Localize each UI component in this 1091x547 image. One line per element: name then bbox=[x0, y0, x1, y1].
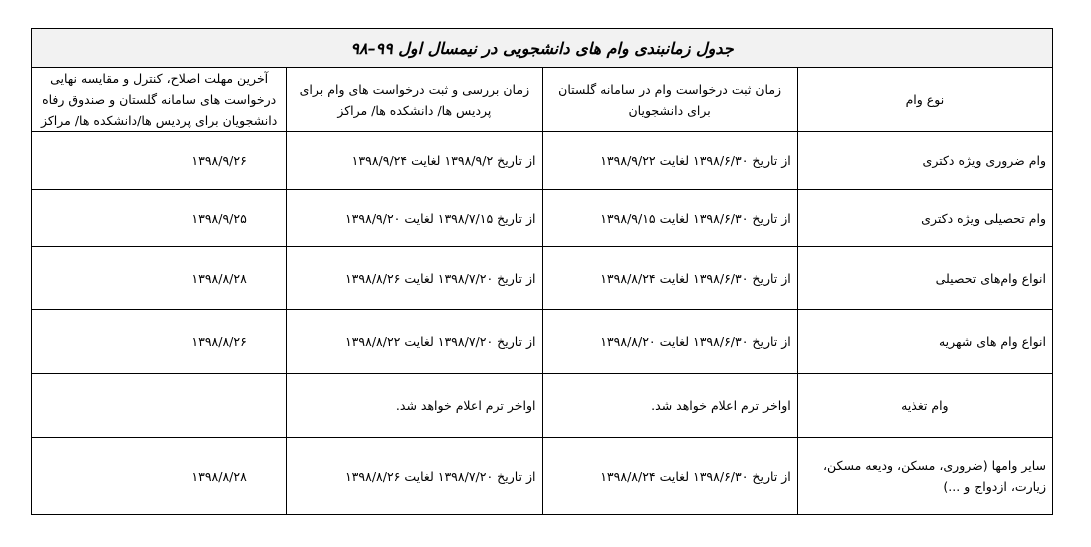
registration-cell: از تاریخ ۱۳۹۸/۶/۳۰ لغایت ۱۳۹۸/۸/۲۴ bbox=[542, 438, 797, 515]
table-row bbox=[32, 132, 1053, 190]
table-row bbox=[32, 247, 1053, 310]
loan-type-cell: سایر وامها (ضروری، مسکن، ودیعه مسکن، زیارت، ازدواج و ...) bbox=[797, 438, 1052, 515]
deadline-value: ۱۳۹۸/۸/۲۸ bbox=[191, 468, 247, 484]
deadline-cell bbox=[32, 247, 287, 310]
loan-type-cell: وام ضروری ویژه دکتری bbox=[797, 132, 1052, 190]
loan-type-cell: وام تغذیه bbox=[797, 374, 1052, 438]
loan-type-cell: وام تحصیلی ویژه دکتری bbox=[797, 190, 1052, 247]
registration-cell: از تاریخ ۱۳۹۸/۶/۳۰ لغایت ۱۳۹۸/۸/۲۰ bbox=[542, 310, 797, 374]
header-loan-type: نوع وام bbox=[797, 68, 1052, 132]
review-cell: از تاریخ ۱۳۹۸/۷/۲۰ لغایت ۱۳۹۸/۸/۲۶ bbox=[287, 438, 542, 515]
table-row bbox=[32, 374, 1053, 438]
registration-cell: اواخر ترم اعلام خواهد شد. bbox=[542, 374, 797, 438]
loan-type-cell: انواع وام‌های تحصیلی bbox=[797, 247, 1052, 310]
deadline-value: ۱۳۹۸/۸/۲۶ bbox=[191, 334, 247, 349]
review-cell: از تاریخ ۱۳۹۸/۹/۲ لغایت ۱۳۹۸/۹/۲۴ bbox=[287, 132, 542, 190]
review-cell: از تاریخ ۱۳۹۸/۷/۲۰ لغایت ۱۳۹۸/۸/۲۶ bbox=[287, 247, 542, 310]
deadline-cell bbox=[32, 310, 287, 374]
loan-schedule-document bbox=[31, 28, 1053, 515]
deadline-value: ۱۳۹۸/۹/۲۶ bbox=[191, 153, 247, 168]
header-review: زمان بررسی و ثبت درخواست های وام برای پردیس ها/ دانشکده ها/ مراکز bbox=[287, 68, 542, 132]
header-row bbox=[32, 68, 1053, 132]
deadline-cell bbox=[32, 190, 287, 247]
deadline-cell bbox=[32, 438, 287, 515]
deadline-cell bbox=[32, 374, 287, 438]
registration-cell: از تاریخ ۱۳۹۸/۶/۳۰ لغایت ۱۳۹۸/۸/۲۴ bbox=[542, 247, 797, 310]
header-deadline: آخرین مهلت اصلاح، کنترل و مقایسه نهایی درخواست های سامانه گلستان و صندوق رفاه دانشجویان برای پردیس ها/دانشکده ها/ مراکز bbox=[32, 68, 287, 132]
registration-cell: از تاریخ ۱۳۹۸/۶/۳۰ لغایت ۱۳۹۸/۹/۱۵ bbox=[542, 190, 797, 247]
table-title: جدول زمانبندی وام های دانشجویی در نیمسال اول ۹۹–۹۸ bbox=[32, 29, 1053, 68]
registration-cell: از تاریخ ۱۳۹۸/۶/۳۰ لغایت ۱۳۹۸/۹/۲۲ bbox=[542, 132, 797, 190]
header-registration: زمان ثبت درخواست وام در سامانه گلستان برای دانشجویان bbox=[542, 68, 797, 132]
table-row bbox=[32, 190, 1053, 247]
table-row bbox=[32, 310, 1053, 374]
review-cell: اواخر ترم اعلام خواهد شد. bbox=[287, 374, 542, 438]
deadline-value: ۱۳۹۸/۹/۲۵ bbox=[191, 210, 247, 226]
table-row bbox=[32, 438, 1053, 515]
loan-schedule-table bbox=[31, 28, 1053, 515]
review-cell: از تاریخ ۱۳۹۸/۷/۲۰ لغایت ۱۳۹۸/۸/۲۲ bbox=[287, 310, 542, 374]
deadline-cell bbox=[32, 132, 287, 190]
review-cell: از تاریخ ۱۳۹۸/۷/۱۵ لغایت ۱۳۹۸/۹/۲۰ bbox=[287, 190, 542, 247]
deadline-value: ۱۳۹۸/۸/۲۸ bbox=[191, 270, 247, 286]
loan-type-cell: انواع وام های شهریه bbox=[797, 310, 1052, 374]
